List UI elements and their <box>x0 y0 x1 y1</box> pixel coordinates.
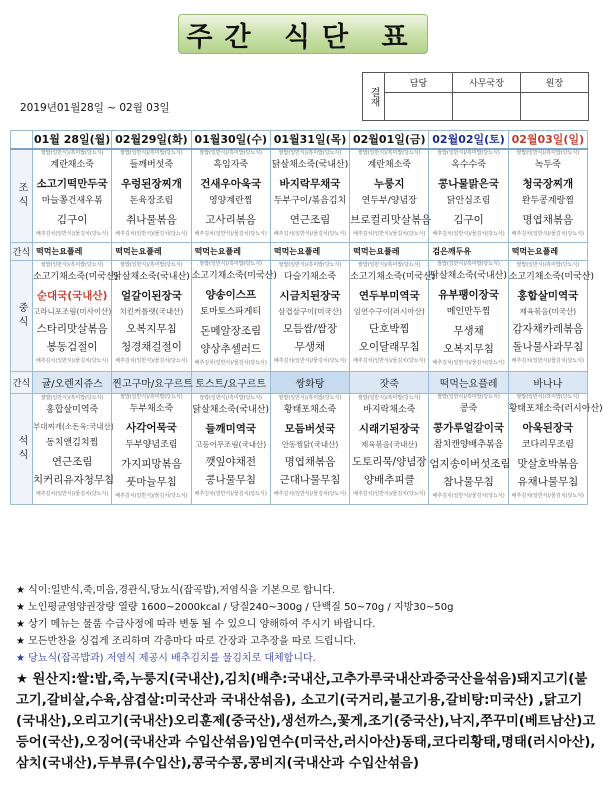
meal-note: 쌀밥(일반식)/흑미밥(당뇨식) <box>199 260 263 267</box>
meal-cell-lunch <box>429 260 508 371</box>
menu-item: 돈육장조림 <box>129 195 174 206</box>
menu-item: 명엽채볶음 <box>284 456 336 468</box>
menu-item: 바지락무채국 <box>279 177 341 190</box>
menu-item: 풋마늘무침 <box>126 475 177 488</box>
menu-item: 두부구이/볶음김치 <box>273 195 347 206</box>
side-note: 배추김치(일반식)/물김치(당뇨식) <box>432 230 505 237</box>
meal-cell-breakfast <box>270 149 349 243</box>
origin-statement: ★ 원산지:쌀:밥,죽,누룽지(국내산),김치(배추:국내산,고추가루국내산과중국산을섞음)돼지고기(불고기,갈비살,수육,삼겹살:미국산과 국내산섞음), 소고기(국거리,불고기용,갈비탕:미국산) ,닭고기 (국내산),오리고기(국내산)오리훈제(중국산),생선까스,꽃게,조기(중국산),낙지,쭈꾸미(베트남산)고등어(국산),오징어(국내산과 수입산섞음)임연수(미국산,러시아산)동태,코다리황태,명태(러시아산),삼치(국내산),두부류(수입산),콩국수콩,콩비지(국내산과 수입산섞음) <box>16 672 596 771</box>
meal-cell-breakfast <box>33 149 112 243</box>
porridge-item: 홍합살미역죽 <box>46 405 99 415</box>
porridge-item: 닭살채소죽(국내산) <box>271 159 349 170</box>
side-note: 배추김치(일반식)/물김치(당뇨식) <box>511 358 584 364</box>
menu-item: 삼겹살구이(미국산) <box>278 307 342 316</box>
menu-item: 양배추피클 <box>363 474 415 486</box>
side-note: 배추김치(일반식)/물김치(당뇨식) <box>194 230 267 237</box>
meal-note: 쌀밥(일반식)/흑미밥(당뇨식) <box>516 393 580 400</box>
menu-item: 무생채 <box>453 324 484 337</box>
menu-item: 연근조림 <box>289 213 331 226</box>
meal-cell-dinner <box>191 393 270 504</box>
menu-item: 토마토스파게티 <box>200 306 262 317</box>
meal-cell-breakfast <box>429 149 508 243</box>
meal-cell-lunch <box>350 260 436 371</box>
meal-cell-breakfast <box>112 149 191 243</box>
menu-item: 얼갈이된장국 <box>120 290 182 302</box>
day-header: 01월30일(수) <box>191 131 270 149</box>
approval-col: 원장 <box>521 73 589 93</box>
porridge-item: 소고기채소죽(미국산) <box>508 272 594 282</box>
menu-item: 모듬쌈/쌈장 <box>282 323 338 335</box>
menu-item: 무생채 <box>294 341 326 353</box>
menu-item: 엄지송이버섯조림 <box>429 457 511 470</box>
side-note: 배추김치(일반식)/물김치(당뇨식) <box>115 492 188 499</box>
meal-note: 쌀밥(일반식)/흑미밥(당뇨식) <box>278 395 342 401</box>
snack-cell: 귤/오렌지쥬스 <box>33 371 112 393</box>
meal-note: 쌀밥(일반식)/흑미밥(당뇨식) <box>357 149 421 156</box>
menu-item: 고사리볶음 <box>205 213 257 226</box>
meal-note: 쌀밥(일반식)/흑미밥(당뇨식) <box>120 262 183 268</box>
menu-item: 단호박찜 <box>368 323 410 335</box>
menu-item: 모듬버섯국 <box>284 423 336 435</box>
meal-cell-dinner <box>508 393 603 504</box>
menu-item: 근대나물무침 <box>279 474 341 486</box>
meal-cell-dinner <box>429 393 511 504</box>
note-line: ★ 식이:일반식,죽,미음,경관식,당뇨식(잡곡밥),저염식을 기본으로 합니다. <box>16 585 336 596</box>
meal-note: 쌀밥(일반식)/흑미밥(당뇨식) <box>357 262 421 268</box>
meal-note: 쌀밥(일반식)/흑미밥(당뇨식) <box>40 395 104 401</box>
menu-item: 도토리묵/양념장 <box>351 456 427 468</box>
snack-cell: 떡먹는요플레 <box>112 242 191 260</box>
snack-cell: 잣죽 <box>350 371 429 393</box>
signature-box[interactable] <box>385 93 453 121</box>
meal-note: 쌀밥(일반식)/흑미밥(당뇨식) <box>278 149 342 156</box>
menu-item: 누룽지 <box>374 177 405 190</box>
signature-box[interactable] <box>521 93 589 121</box>
menu-item: 스타리맛살볶음 <box>36 323 108 335</box>
page-title: 주간 식단 표 <box>178 14 428 54</box>
side-note: 배추김치(일반식)/물김치(당뇨식) <box>432 492 505 499</box>
meal-cell-dinner <box>270 393 349 504</box>
porridge-item: 닭살채소죽(국내산) <box>430 270 507 281</box>
menu-item: 시래기된장국 <box>358 423 420 435</box>
menu-item: 부대찌개(소돈육:국내산) <box>33 422 114 431</box>
porridge-item: 콩죽 <box>459 403 478 414</box>
snack-cell: 쌍화탕 <box>270 371 349 393</box>
menu-item: 마늘쫑건새우볶 <box>41 195 103 206</box>
porridge-item: 계란채소죽 <box>50 159 94 170</box>
menu-item: 참치캔양배추볶음 <box>433 439 504 450</box>
row-label-dinner: 석식 <box>11 393 33 504</box>
meal-cell-dinner <box>33 393 115 504</box>
snack-cell: 바나나 <box>508 371 587 393</box>
side-note: 배추김치(일반식)/물김치(당뇨식) <box>115 358 188 364</box>
meal-cell-lunch <box>270 260 349 371</box>
menu-item: 홍합살미역국 <box>517 290 579 302</box>
menu-item: 청경채걸절이 <box>120 341 182 353</box>
menu-item: 깻잎야채전 <box>205 456 257 468</box>
menu-item: 연두부미역국 <box>358 290 420 302</box>
porridge-item: 바지락채소죽 <box>363 405 416 415</box>
menu-item: 코다리무조림 <box>521 439 574 450</box>
menu-item: 두부양념조림 <box>125 439 178 450</box>
approval-col: 사무국장 <box>453 73 521 93</box>
porridge-item: 다슬기채소죽 <box>283 272 337 282</box>
menu-item: 김구이 <box>56 213 88 226</box>
note-line: ★ 노인평균영양권장량 열량 1600~2000kcal / 당질240~300g / 단백질 50~70g / 지방30~50g <box>16 602 454 613</box>
menu-item: 연근조림 <box>51 456 93 468</box>
side-note: 배추김치(일반식)/물김치(당뇨식) <box>511 230 584 237</box>
side-note: 배추김치(일반식)/물김치(당뇨식) <box>353 491 426 497</box>
porridge-item: 닭살채소죽(국내산) <box>192 405 269 415</box>
side-note: 배추김치(일반식)/물김치(당뇨식) <box>194 359 267 366</box>
menu-item: 건새우아욱국 <box>200 177 262 190</box>
meal-note: 쌀밥(일반식)/흑미밥(당뇨식) <box>516 262 580 268</box>
menu-item: 명엽채볶음 <box>522 213 574 226</box>
side-note: 배추김치(일반식)/물김치(당뇨식) <box>36 358 109 364</box>
meal-cell-lunch <box>508 260 594 371</box>
row-label-snack1: 간식 <box>11 242 33 260</box>
meal-note: 쌀밥(일반식)/흑미밥(당뇨식) <box>516 149 580 156</box>
day-header: 02월03일(일) <box>508 131 587 149</box>
menu-item: 오복지무침 <box>443 342 494 355</box>
menu-item: 닭안심조림 <box>446 195 491 206</box>
meal-note: 쌀밥(일반식)/흑미밥(당뇨식) <box>357 395 421 401</box>
note-diabetic: ★ 당뇨식(잡곡밥과) 저염식 제공시 배추김치를 물김치로 대체합니다. <box>16 653 316 664</box>
meal-cell-breakfast <box>350 149 432 243</box>
menu-item: 치킨커틀렛(국내산) <box>119 307 184 316</box>
approval-box <box>362 72 589 121</box>
side-note: 배추김치(일반식)/물김치(당뇨식) <box>353 358 426 364</box>
porridge-item: 녹두죽 <box>534 159 561 170</box>
porridge-item: 흑임자죽 <box>213 159 249 170</box>
meal-note: 쌀밥(일반식)/흑미밥(당뇨식) <box>199 149 263 156</box>
menu-item: 감자채카레볶음 <box>512 323 584 335</box>
menu-item: 임연수구이(러시아산) <box>353 307 425 316</box>
menu-item: 치커리유자청무침 <box>33 474 115 486</box>
corner-cell <box>11 131 33 149</box>
menu-item: 콩나물무침 <box>205 474 257 486</box>
menu-item: 연두부/양념장 <box>361 195 417 206</box>
notes <box>16 582 596 774</box>
menu-item: 돌나물사과무침 <box>512 341 584 353</box>
note-line: ★ 상기 메뉴는 물품 수급사정에 따라 변동 될 수 있으니 양해하여 주시기 바랍니다. <box>16 619 376 630</box>
menu-item: 브로컬리맛살볶음 <box>350 213 432 226</box>
snack-cell: 떡먹는요플레 <box>191 242 270 260</box>
snack-cell: 검은깨두유 <box>429 242 508 260</box>
row-label-breakfast: 조식 <box>11 149 33 243</box>
meal-note: 쌀밥(일반식)/흑미밥(당뇨식) <box>40 149 104 156</box>
snack-cell: 떡먹는요플레 <box>33 242 112 260</box>
meal-note: 쌀밥(일반식)/흑미밥(당뇨식) <box>437 260 500 267</box>
day-header: 02월29일(화) <box>112 131 191 149</box>
menu-item: 양송이스프 <box>205 288 257 301</box>
menu-item: 김구이 <box>453 213 484 226</box>
porridge-item: 소고기채소죽(미국산) <box>350 272 436 282</box>
menu-item: 완두콩계랑찜 <box>521 195 574 206</box>
porridge-item: 소고기채소죽(미국산) <box>33 272 119 282</box>
side-note: 배추김치(일반식)/물김치(당뇨식) <box>353 230 426 237</box>
snack-cell: 떡먹는요플레 <box>508 242 587 260</box>
porridge-item: 황태포채소죽(러시아산) <box>508 403 603 414</box>
day-header: 02월02일(토) <box>429 131 508 149</box>
menu-item: 가지피망볶음 <box>120 457 182 470</box>
note-line: ★ 모든반찬을 싱겁게 조리하며 각층마다 따로 간장과 고추장을 따로 드립니다. <box>16 636 357 647</box>
meal-cell-dinner <box>112 393 191 504</box>
meal-note: 쌀밥(일반식)/흑미밥(당뇨식) <box>278 262 342 268</box>
snack-cell: 떡먹는요플레 <box>350 242 429 260</box>
porridge-item: 소고기채소죽(미국산) <box>191 270 277 281</box>
menu-item: 청국장찌개 <box>522 177 574 190</box>
row-label-snack2: 간식 <box>11 371 33 393</box>
menu-item: 소고기떡만두국 <box>36 177 108 190</box>
menu-item: 사각어묵국 <box>126 421 177 434</box>
menu-item: 콩나물맑은국 <box>438 177 499 190</box>
side-note: 배추김치(일반식)/물김치(당뇨식) <box>115 230 188 237</box>
porridge-item: 황태포채소죽 <box>283 405 337 415</box>
side-note: 배추김치(일반식)/물김치(당뇨식) <box>511 492 584 499</box>
menu-item: 메인만두찜 <box>446 306 491 317</box>
day-header: 02월01일(금) <box>350 131 429 149</box>
menu-item: 시금치된장국 <box>279 290 341 302</box>
period-text: 2019년01월28일 ~ 02월 03일 <box>20 102 170 114</box>
approval-col: 담당 <box>385 73 453 93</box>
menu-item: 들깨미역국 <box>205 423 257 435</box>
snack-cell: 찐고구마/요구르트 <box>112 371 191 393</box>
approval-label: 결재 <box>363 73 385 121</box>
side-note: 배추김치(일반식)/물김치(당뇨식) <box>273 230 347 237</box>
snack-cell: 토스트/요구르트 <box>191 371 270 393</box>
snack-cell: 떡먹는요플레 <box>429 371 508 393</box>
meal-cell-dinner <box>350 393 429 504</box>
menu-item: 제육볶음(국내산) <box>360 440 418 449</box>
porridge-item: 두부채소죽 <box>129 403 174 414</box>
menu-item: 오복지무침 <box>126 323 177 335</box>
row-label-lunch: 중식 <box>11 260 33 371</box>
porridge-item: 들깨버섯죽 <box>129 159 174 170</box>
menu-item: 오이달래무침 <box>358 341 420 353</box>
menu-item: 콩가루얼갈이국 <box>433 421 505 434</box>
porridge-item: 계란채소죽 <box>367 159 411 170</box>
meal-cell-breakfast <box>191 149 270 243</box>
menu-item: 봉동검절이 <box>46 341 98 353</box>
menu-item: 돈메알장조림 <box>200 324 262 337</box>
day-header: 01월31일(목) <box>270 131 349 149</box>
meal-cell-lunch <box>191 260 277 371</box>
menu-item: 아욱된장국 <box>522 421 574 434</box>
menu-item: 유채나물무침 <box>517 475 579 488</box>
meal-note: 쌀밥(일반식)/흑미밥(당뇨식) <box>437 149 500 156</box>
meal-note: 쌀밥(일반식)/흑미밥(당뇨식) <box>199 395 263 401</box>
snack-cell: 떡먹는요플레 <box>270 242 349 260</box>
porridge-item: 닭살채소죽(국내산) <box>113 272 190 282</box>
side-note: 배추김치(일반식)/물김치(당뇨식) <box>432 359 505 366</box>
side-note: 배추김치(일반식)/물김치(당뇨식) <box>194 491 267 497</box>
menu-item: 참나물무침 <box>443 475 494 488</box>
menu-item: 유부팽이장국 <box>438 288 499 301</box>
meal-note: 쌀밥(일반식)/흑미밥(당뇨식) <box>40 262 104 268</box>
side-note: 배추김치(일반식)/물김치(당뇨식) <box>36 230 109 237</box>
signature-box[interactable] <box>453 93 521 121</box>
menu-item: 양상추셀러드 <box>200 342 262 355</box>
menu-item: 고라니포조림(미사이산) <box>33 307 112 316</box>
side-note: 배추김치(일반식)/물김치(당뇨식) <box>273 491 347 497</box>
meal-note: 쌀밥(일반식)/흑미밥(당뇨식) <box>120 393 183 400</box>
menu-item: 제육볶음(미국산) <box>519 307 577 316</box>
menu-item: 취나물볶음 <box>126 213 177 226</box>
menu-item: 맛살호박볶음 <box>517 457 579 470</box>
side-note: 배추김치(일반식)/물김치(당뇨식) <box>273 358 347 364</box>
day-header: 01월 28일(월) <box>33 131 112 149</box>
menu-item: 고등어무조림(국내산) <box>195 440 267 449</box>
menu-item: 안동찜닭(국내산) <box>281 440 339 449</box>
menu-item: 우렁된장찌개 <box>120 177 182 190</box>
menu-item: 순대국(국내산) <box>36 290 108 302</box>
meal-cell-breakfast <box>508 149 587 243</box>
meal-note: 쌀밥(일반식)/흑미밥(당뇨식) <box>120 149 183 156</box>
meal-note: 쌀밥(일반식)/흑미밥(당뇨식) <box>437 393 500 400</box>
meal-cell-lunch <box>33 260 119 371</box>
porridge-item: 옥수수죽 <box>451 159 486 170</box>
menu-table <box>10 130 603 505</box>
menu-item: 영양계란찜 <box>208 195 253 206</box>
side-note: 배추김치(일반식)/물김치(당뇨식) <box>36 491 109 497</box>
menu-item: 동치앤김치찜 <box>46 438 99 448</box>
meal-cell-lunch <box>112 260 191 371</box>
